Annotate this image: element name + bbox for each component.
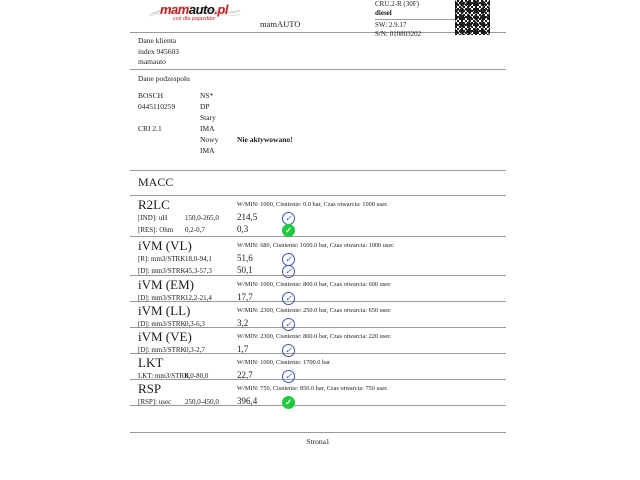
component-cell: NS*	[200, 91, 214, 100]
component-cell: IMA	[200, 146, 215, 155]
logo-tagline: coś dla pojazdów	[172, 16, 216, 22]
component-cell: Stary	[200, 113, 216, 122]
component-data-block	[130, 70, 506, 171]
device-serial-number: S/N: 010803202	[375, 29, 422, 38]
result-label: [RES]: Ohm	[138, 226, 174, 234]
check-icon	[282, 396, 295, 409]
component-cell	[237, 123, 506, 134]
result-range: 45,3-57,3	[185, 267, 212, 275]
test-plan-title: MACC	[130, 171, 506, 196]
result-row	[130, 224, 506, 236]
section-conditions: W/MIN: 750, Cisnienie: 850.0 bar, Czas otwarcia: 750 usec	[237, 385, 388, 392]
result-value: 3,2	[237, 318, 249, 328]
result-row	[130, 212, 506, 224]
section-title: iVM (VL)	[138, 238, 192, 253]
page-number: Strona1	[306, 437, 330, 446]
divider	[130, 432, 506, 433]
client-index: index 945603	[138, 46, 180, 56]
report-page	[130, 0, 506, 446]
component-cell: Nie aktywowano!	[237, 135, 293, 144]
test-section-ivm-ll	[130, 302, 506, 328]
result-range: 0,0-80,0	[185, 372, 209, 380]
result-label: [RSP]: usec	[138, 398, 172, 406]
component-cell: DP	[200, 102, 210, 111]
result-range: 0,3-6,3	[185, 320, 205, 328]
section-conditions: W/MIN: 2300, Cisnienie: 250.0 bar, Czas otwarcia: 650 usec	[237, 307, 391, 314]
client-data-block	[130, 33, 506, 70]
result-value: 17,7	[237, 292, 253, 302]
component-cell	[138, 134, 200, 145]
result-label: [D]: mm3/STRK	[138, 346, 186, 354]
mamauto-logo	[146, 2, 242, 22]
result-range: 18,0-94,1	[185, 255, 212, 263]
result-row	[130, 253, 506, 265]
result-range: 150,0-265,0	[185, 214, 219, 222]
component-cell: 0445110259	[138, 102, 176, 111]
device-software-version: SW: 2.9.17	[375, 21, 407, 29]
report-header	[130, 0, 506, 38]
section-conditions: W/MIN: 1000, Cisnienie: 0.0 bar, Czas otwarcia: 1000 usec	[237, 201, 388, 208]
result-value: 0,3	[237, 224, 249, 234]
section-title: iVM (LL)	[138, 303, 191, 318]
device-model: CRU.2-R (30F)	[375, 0, 419, 8]
component-cell: IMA	[200, 124, 215, 133]
test-section-lkt	[130, 354, 506, 380]
component-cell	[138, 145, 200, 156]
component-cell	[237, 101, 506, 112]
device-fuel-type: diesel	[375, 8, 392, 17]
component-table	[138, 90, 506, 156]
result-value: 1,7	[237, 344, 249, 354]
component-cell	[237, 145, 506, 156]
component-cell: BOSCH	[138, 91, 164, 100]
result-value: 50,1	[237, 265, 253, 275]
section-title: R2LC	[138, 197, 170, 212]
qr-code	[455, 0, 490, 35]
section-title: iVM (EM)	[138, 277, 194, 292]
client-name: mamauto	[138, 57, 166, 66]
document-title: mamAUTO	[260, 19, 301, 29]
result-range: 0,3-2,7	[185, 346, 205, 354]
component-cell	[237, 112, 506, 123]
component-cell: CRI 2.1	[138, 124, 162, 133]
divider	[375, 19, 455, 20]
result-row	[130, 396, 506, 408]
component-section-title: Dane podzespołu	[138, 74, 190, 83]
section-conditions: W/MIN: 1000, Cisnienie: 1700.0 bar	[237, 359, 331, 366]
section-conditions: W/MIN: 2300, Cisnienie: 800.0 bar, Czas otwarcia: 220 usec	[237, 333, 391, 340]
result-label: [D]: mm3/STRK	[138, 320, 186, 328]
result-label: LKT: mm3/STRK	[138, 372, 190, 380]
section-title: LKT	[138, 355, 164, 370]
result-range: 0,2-0,7	[185, 226, 205, 234]
section-conditions: W/MIN: 1000, Cisnienie: 800.0 bar, Czas otwarcia: 600 usec	[237, 281, 391, 288]
result-value: 214,5	[237, 212, 258, 222]
result-label: [D]: mm3/STRK	[138, 294, 186, 302]
result-range: 12,2-21,4	[185, 294, 212, 302]
result-range: 250,0-450,0	[185, 398, 219, 406]
section-title: RSP	[138, 381, 162, 396]
component-cell: Nowy	[200, 135, 219, 144]
component-cell	[237, 90, 506, 101]
test-section-rsp	[130, 380, 506, 406]
test-section-ivm-vl	[130, 237, 506, 276]
section-conditions: W/MIN: 680, Cisnienie: 1600.0 bar, Czas otwarcia: 1000 usec	[237, 242, 394, 249]
logo-wordmark: mamauto.pl	[160, 2, 228, 17]
component-cell	[138, 112, 200, 123]
result-value: 51,6	[237, 253, 253, 263]
section-title: iVM (VE)	[138, 329, 192, 344]
test-section-r2lc	[130, 196, 506, 237]
result-value: 22,7	[237, 370, 253, 380]
result-value: 396,4	[237, 396, 258, 406]
test-section-ivm-em	[130, 276, 506, 302]
result-label: [R]: mm3/STRK	[138, 255, 186, 263]
result-label: [IND]: uH	[138, 214, 168, 222]
client-section-title: Dane klienta	[138, 36, 177, 45]
result-label: [D]: mm3/STRK	[138, 267, 186, 275]
check-icon	[282, 224, 295, 237]
test-section-ivm-ve	[130, 328, 506, 354]
